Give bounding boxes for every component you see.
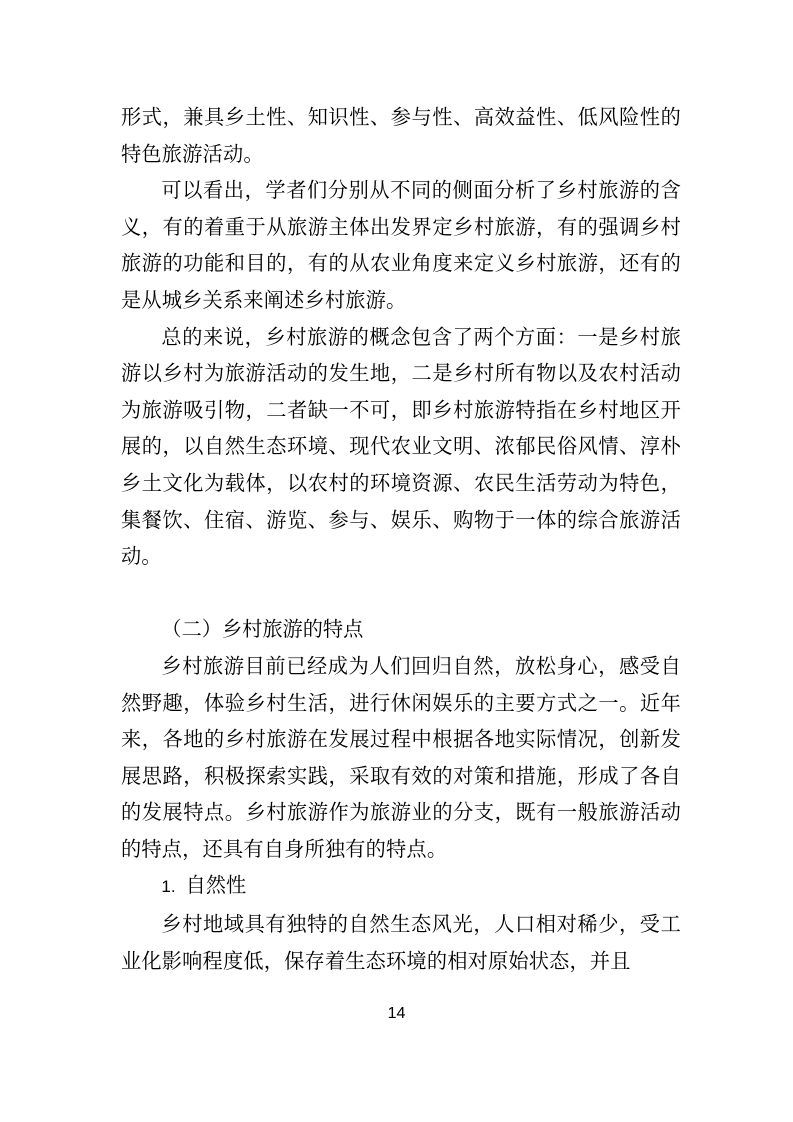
- subheading-label: 自然性: [185, 873, 247, 898]
- paragraph-naturalness: 乡村地域具有独特的自然生态风光，人口相对稀少，受工业化影响程度低，保存着生态环境的相对原始状态，并且: [121, 912, 681, 973]
- page-number: 14: [387, 1005, 406, 1022]
- blank-line: [121, 575, 681, 612]
- paragraph-concept-summary: 总的来说，乡村旅游的概念包含了两个方面：一是乡村旅游以乡村为旅游活动的发生地，二是乡村所有物以及农村活动为旅游吸引物，二者缺一不可，即乡村旅游特指在乡村地区开展的，以自然生态环境、现代农业文明、浓郁民俗风情、淳朴乡土文化为载体，以农村的环境资源、农民生活劳动为特色，集餐饮、住宿、游览、参与、娱乐、购物于一体的综合旅游活动。: [121, 324, 681, 569]
- subheading-naturalness: [121, 867, 681, 906]
- paragraph-characteristics-intro: 乡村旅游目前已经成为人们回归自然，放松身心，感受自然野趣，体验乡村生活，进行休闲娱乐的主要方式之一。近年来，各地的乡村旅游在发展过程中根据各地实际情况，创新发展思路，积极探索实践，采取有效的对策和措施，形成了各自的发展特点。乡村旅游作为旅游业的分支，既有一般旅游活动的特点，还具有自身所独有的特点。: [121, 653, 681, 861]
- page-body: [121, 99, 681, 979]
- paragraph-scholars-analysis: 可以看出，学者们分别从不同的侧面分析了乡村旅游的含义，有的着重于从旅游主体出发界定乡村旅游，有的强调乡村旅游的功能和目的，有的从农业角度来定义乡村旅游，还有的是从城乡关系来阐述乡村旅游。: [121, 178, 681, 312]
- paragraph-continuation: 形式，兼具乡土性、知识性、参与性、高效益性、低风险性的特色旅游活动。: [121, 105, 681, 166]
- subheading-number: 1.: [161, 877, 176, 897]
- section-heading: （二）乡村旅游的特点: [161, 617, 364, 642]
